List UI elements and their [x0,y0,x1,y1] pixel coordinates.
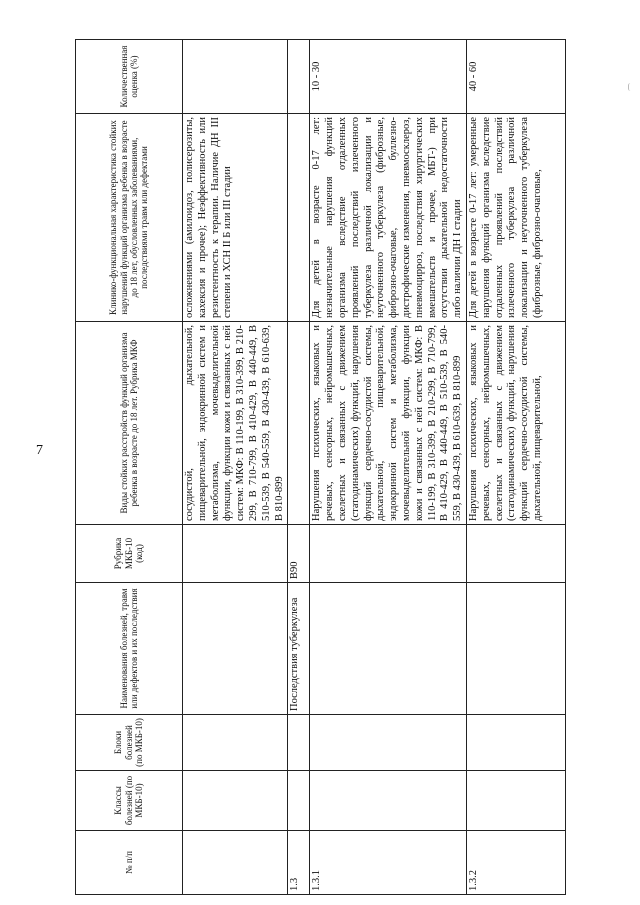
cell-quantitative-score [288,40,310,114]
header-row [76,40,183,895]
cell-disease-block [288,715,310,771]
cell-disease-name: Последствия туберкулеза [288,583,310,715]
header-disease-name: Наименования болезней, травм или дефектов и их последствия [76,583,183,715]
cell-disease-name [310,583,467,715]
cell-icd-code [466,525,565,583]
cell-icd-code: B90 [288,525,310,583]
cell-function-types: Нарушения психических, языковых и речевых, сенсорных, нейромышечных, скелетных и связанных с движением (статодинамических) функций, нарушения функций сердечно-сосудистой системы, дыхательной, пищеварительной, [466,322,565,525]
cell-function-types: Нарушения психических, языковых и речевых, сенсорных, нейромышечных, скелетных и связанных с движением (статодинамических) функций, нарушения функций сердечно-сосудистой системы, дыхательной, пищеварительной, эндокринной систем и метаболизма, мочевыделительной функции, функции кожи и связанных с ней систем: МКФ: B 110-199, B 310-399, B 210-299, B 710-799, B 410-429, B 440-449, B 510-539, B 540-559, B 430-439, B 610-639, B 810-899 [310,322,467,525]
header-icd-code: Рубрика МКБ-10 (код) [76,525,183,583]
cell-disease-block [466,715,565,771]
cell-disease-name [183,583,288,715]
table-row [288,40,310,895]
cell-disease-class [310,771,467,831]
table-row [183,40,288,895]
cell-disease-name [466,583,565,715]
scan-mark [628,83,633,91]
header-function-types: Виды стойких расстройств функций организма ребенка в возрасте до 18 лет. Рубрика МКФ [76,322,183,525]
cell-clinical-characteristic: Для детей в возрасте 0-17 лет: умеренные нарушения функций организма вследствие отдаленных проявлений последствий излеченного туберкулеза различной локализации и неуточненного туберкулеза (фиброзные, фиброзно-очаговые, [466,114,565,322]
header-clinical-characteristic: Клинико-функциональная характеристика стойких нарушений функций организма ребенка в возрасте до 18 лет, обусловленных заболеваниями, последствиями травм или дефектами [76,114,183,322]
cell-clinical-characteristic [288,114,310,322]
cell-clinical-characteristic: Для детей в возрасте 0-17 лет: незначительные нарушения функций организма вследствие отдаленных проявлений последствий излеченного туберкулеза различной локализации и неуточненного туберкулеза (фиброзные, фиброзно-очаговые, буллезно-дистрофические изменения, пневмосклероз, пневмоцирроз, последствия хирургических вмешательств и прочее, МБТ-) при отсутствии дыхательной недостаточности либо наличии ДН I стадии [310,114,467,322]
page-number: 7 [36,443,43,458]
rotated-table-container [75,40,560,895]
cell-disease-class [466,771,565,831]
cell-disease-block [183,715,288,771]
cell-quantitative-score [183,40,288,114]
cell-clinical-characteristic: осложнениями (амилоидоз, полисерозиты, кахексия и прочее); Неэффективность или резистентность к терапии. Наличие ДН III степени и ХСН II Б или III стадии [183,114,288,322]
cell-quantitative-score: 10 - 30 [310,40,467,114]
cell-function-types: сосудистой, дыхательной, пищеварительной, эндокринной систем и метаболизма, мочевыделительной функции, функции кожи и связанных с ней систем: МКФ: B 110-199, B 310-399, B 210-299, B 710-799, B 410-429, B 440-449, B 510-539, B 540-559, B 430-439, B 610-639, B 810-899 [183,322,288,525]
header-disease-class: Классы болезней (по МКБ-10) [76,771,183,831]
disability-criteria-table [75,39,566,895]
cell-icd-code [310,525,467,583]
table-row [310,40,467,895]
cell-function-types [288,322,310,525]
cell-disease-class [288,771,310,831]
cell-disease-block [310,715,467,771]
cell-icd-code [183,525,288,583]
cell-number: 1.3.2 [466,831,565,895]
table-row [466,40,565,895]
cell-number: 1.3.1 [310,831,467,895]
cell-quantitative-score: 40 - 60 [466,40,565,114]
cell-number: 1.3 [288,831,310,895]
cell-disease-class [183,771,288,831]
header-number: № п/п [76,831,183,895]
header-quantitative-score: Количественная оценка (%) [76,40,183,114]
cell-number [183,831,288,895]
header-disease-block: Блоки болезней (по МКБ-10) [76,715,183,771]
